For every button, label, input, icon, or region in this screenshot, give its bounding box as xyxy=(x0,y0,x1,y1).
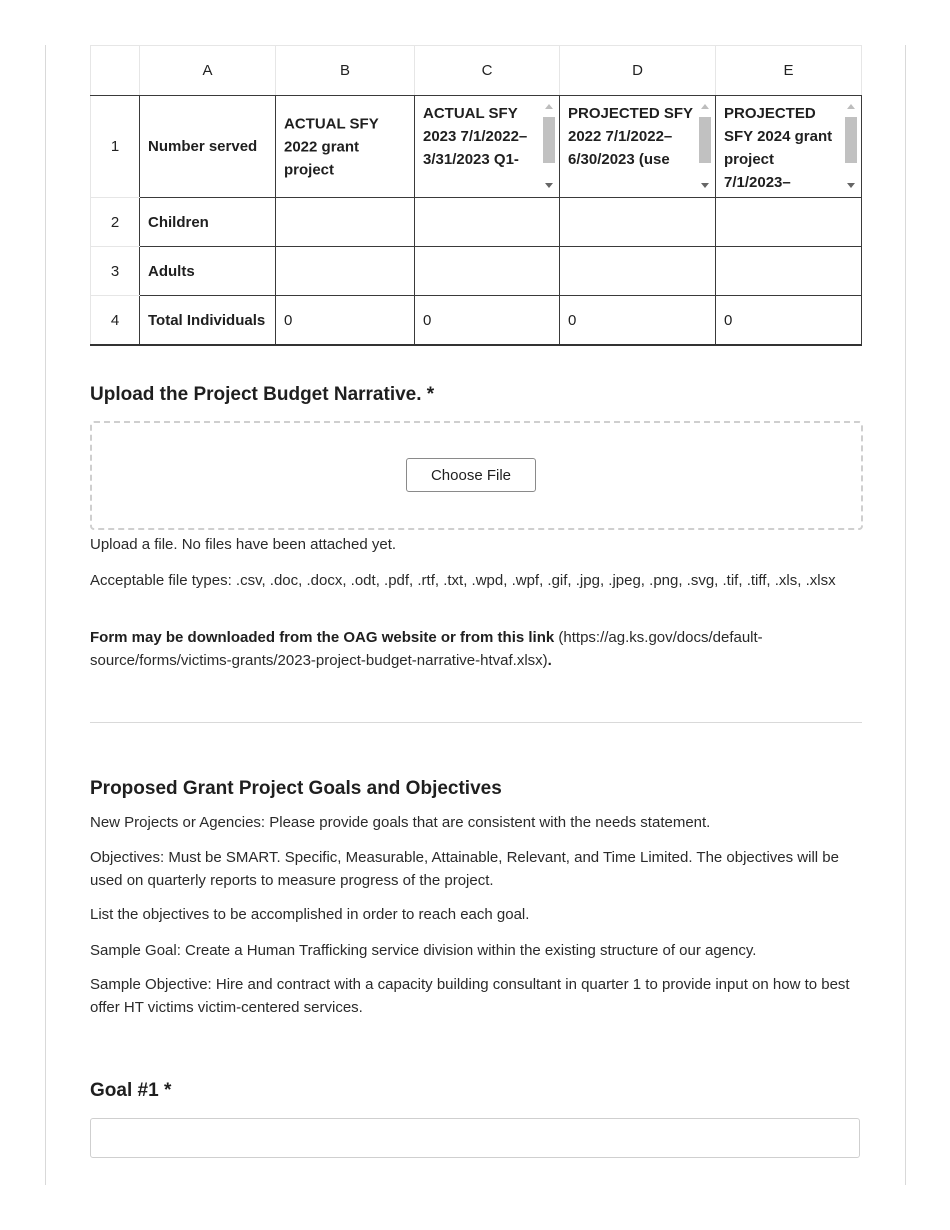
upload-status: Upload a file. No files have been attached yet. xyxy=(90,536,397,553)
number-served-grid xyxy=(90,45,862,346)
header-cell-d[interactable] xyxy=(560,96,716,198)
goals-section-title: Proposed Grant Project Goals and Objectives xyxy=(90,778,502,799)
row-number: 1 xyxy=(91,96,140,198)
row-number: 3 xyxy=(91,247,140,296)
cell-children-c[interactable] xyxy=(415,198,560,247)
cell-adults-e[interactable] xyxy=(716,247,862,296)
cell-total-e: 0 xyxy=(716,296,862,346)
scroll-down-icon[interactable] xyxy=(701,183,709,188)
header-cell-e[interactable] xyxy=(716,96,862,198)
header-d-scrollbar[interactable] xyxy=(699,101,711,191)
header-text-e: PROJECTED SFY 2024 grant project 7/1/2023– xyxy=(724,105,833,191)
header-cell-c[interactable] xyxy=(415,96,560,198)
acceptable-file-types: Acceptable file types: .csv, .doc, .docx, .odt, .pdf, .rtf, .txt, .wpd, .wpf, .gif, .jpg, .jpeg, .png, .svg, .tif, .tiff, .xls, .xlsx xyxy=(90,572,836,589)
header-e-scrollbar[interactable] xyxy=(845,101,857,191)
scroll-thumb[interactable] xyxy=(845,117,857,163)
goals-instructions-list: List the objectives to be accomplished in order to reach each goal. xyxy=(90,906,530,923)
goal-1-title-text: Goal #1 xyxy=(90,1080,159,1101)
goals-instructions-new-projects: New Projects or Agencies: Please provide goals that are consistent with the needs statement. xyxy=(90,814,711,831)
section-divider xyxy=(90,722,862,723)
table-row xyxy=(91,247,862,296)
sample-objective: Sample Objective: Hire and contract with a capacity building consultant in quarter 1 to provide input on how to best offer HT victims victim-centered services. xyxy=(90,976,850,1016)
header-c-scrollbar[interactable] xyxy=(543,101,555,191)
grid-corner xyxy=(91,46,140,96)
frame-right-border xyxy=(905,45,906,1185)
column-letter-d: D xyxy=(560,46,716,96)
table-row xyxy=(91,198,862,247)
form-content xyxy=(90,45,862,1101)
scroll-down-icon[interactable] xyxy=(545,183,553,188)
download-link[interactable]: (https://ag.ks.gov/docs/default-source/forms/victims-grants/2023-project-budget-narrative-htvaf.xlsx) xyxy=(90,629,763,669)
row-label-number-served: Number served xyxy=(140,96,276,198)
column-letter-a: A xyxy=(140,46,276,96)
cell-adults-c[interactable] xyxy=(415,247,560,296)
column-letter-row xyxy=(91,46,862,96)
scroll-up-icon[interactable] xyxy=(701,104,709,109)
file-dropzone[interactable] xyxy=(90,421,863,530)
sample-goal: Sample Goal: Create a Human Trafficking service division within the existing structure of our agency. xyxy=(90,942,757,959)
row-number: 2 xyxy=(91,198,140,247)
column-letter-e: E xyxy=(716,46,862,96)
scroll-thumb[interactable] xyxy=(699,117,711,163)
required-mark: * xyxy=(163,1080,172,1101)
download-note-bold: Form may be downloaded from the OAG website or from this link xyxy=(90,629,555,646)
row-number: 4 xyxy=(91,296,140,346)
cell-children-d[interactable] xyxy=(560,198,716,247)
header-text-b: ACTUAL SFY 2022 grant project xyxy=(284,115,379,178)
column-letter-b: B xyxy=(276,46,415,96)
scroll-down-icon[interactable] xyxy=(847,183,855,188)
row-label-children: Children xyxy=(140,198,276,247)
header-cell-b[interactable] xyxy=(276,96,415,198)
choose-file-button[interactable]: Choose File xyxy=(406,458,536,492)
cell-adults-b[interactable] xyxy=(276,247,415,296)
cell-children-e[interactable] xyxy=(716,198,862,247)
cell-total-c: 0 xyxy=(415,296,560,346)
column-letter-c: C xyxy=(415,46,560,96)
scroll-thumb[interactable] xyxy=(543,117,555,163)
upload-title-text: Upload the Project Budget Narrative. xyxy=(90,384,422,405)
goals-instructions-smart: Objectives: Must be SMART. Specific, Measurable, Attainable, Relevant, and Time Limited. The objectives will be used on quarterly reports to measure progress of the project. xyxy=(90,849,839,889)
table-row xyxy=(91,296,862,346)
cell-children-b[interactable] xyxy=(276,198,415,247)
row-label-total-individuals: Total Individuals xyxy=(140,296,276,346)
row-label-adults: Adults xyxy=(140,247,276,296)
download-note-end: . xyxy=(547,652,552,669)
required-mark: * xyxy=(426,384,435,405)
frame-left-border xyxy=(45,45,46,1185)
header-text-d: PROJECTED SFY 2022 7/1/2022– 6/30/2023 (use xyxy=(568,105,693,168)
download-note xyxy=(90,626,862,672)
cell-total-b: 0 xyxy=(276,296,415,346)
cell-total-d: 0 xyxy=(560,296,716,346)
goal-1-input[interactable] xyxy=(90,1118,860,1158)
scroll-up-icon[interactable] xyxy=(847,104,855,109)
header-row xyxy=(91,96,862,198)
header-text-c: ACTUAL SFY 2023 7/1/2022– 3/31/2023 Q1- xyxy=(423,105,528,168)
goal-1-title xyxy=(90,1080,171,1102)
cell-adults-d[interactable] xyxy=(560,247,716,296)
upload-title xyxy=(90,384,434,406)
scroll-up-icon[interactable] xyxy=(545,104,553,109)
